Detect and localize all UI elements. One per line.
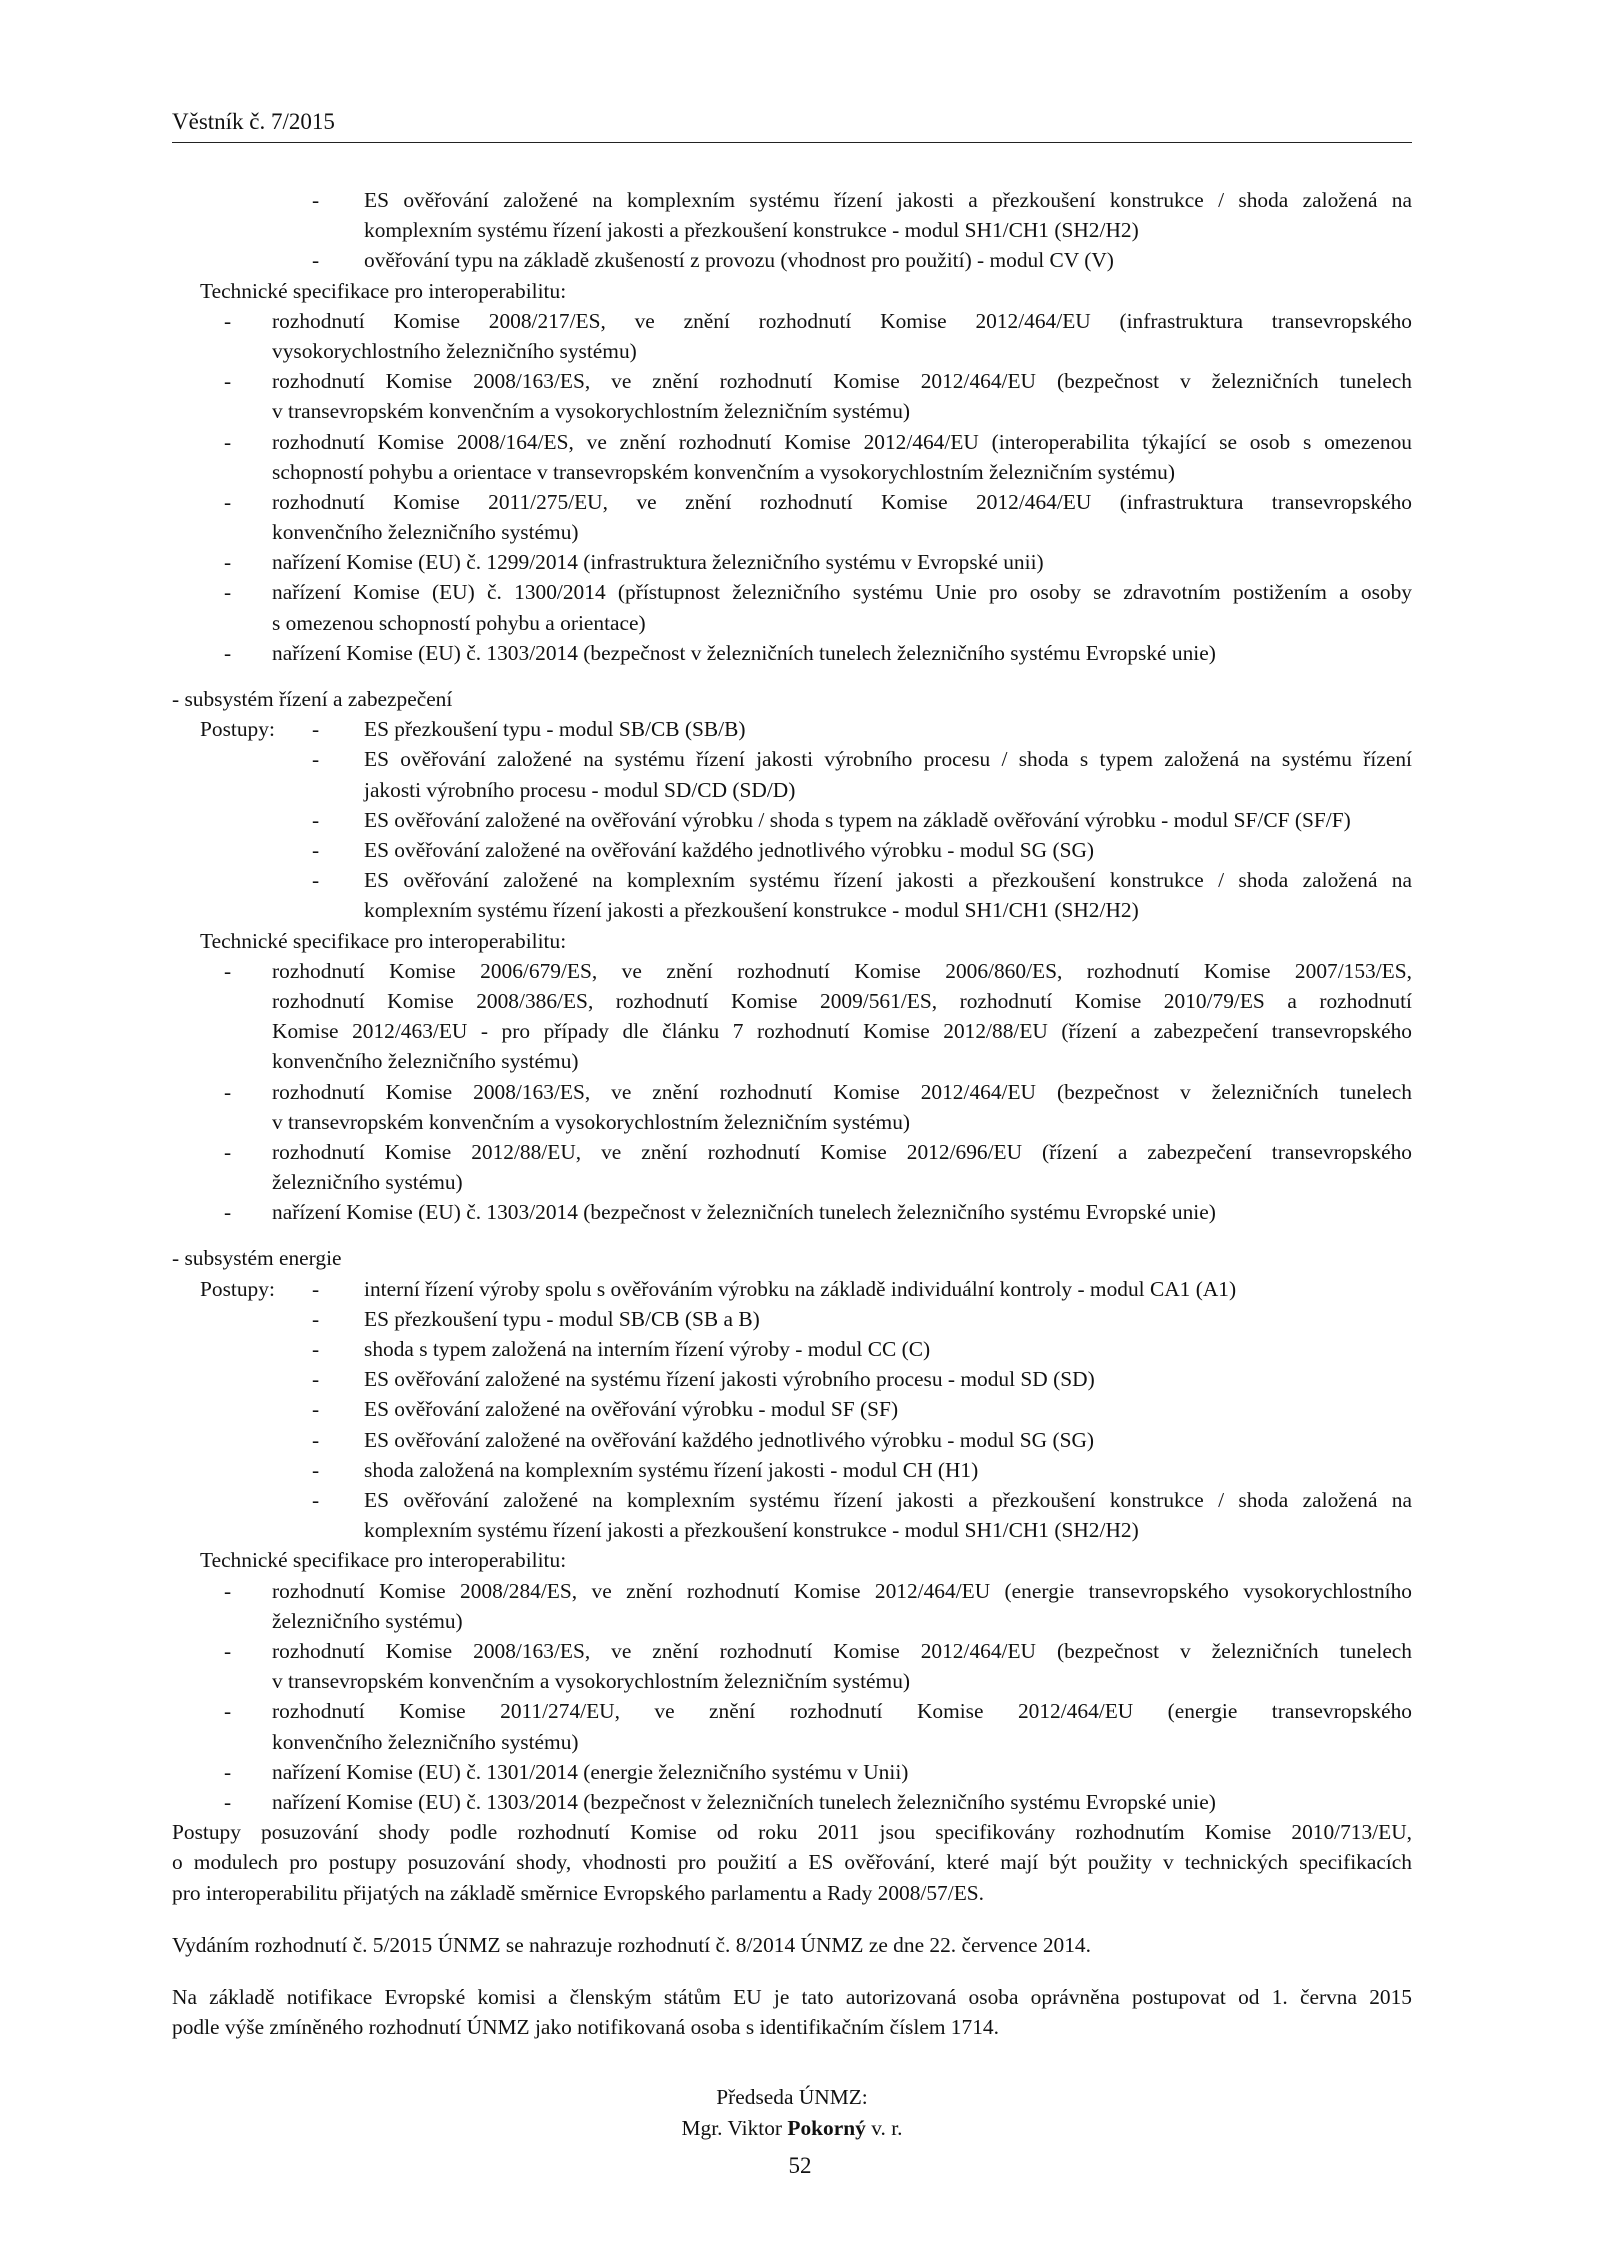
list-item-line: rozhodnutí Komise 2008/163/ES, ve znění rozhodnutí Komise 2012/464/EU (bezpečnost v železničních tunelech: [272, 1639, 1412, 1664]
procedure-item: [172, 1485, 1412, 1545]
list-item-line: konvenčního železničního systému): [272, 1049, 579, 1074]
list-item: [172, 956, 1412, 1077]
bullet-dash: -: [224, 1789, 232, 1814]
procedures-label: [172, 805, 312, 835]
subsystem-energy-tsi-heading: Technické specifikace pro interoperabilitu:: [200, 1548, 567, 1573]
list-item-line: nařízení Komise (EU) č. 1301/2014 (energie železničního systému v Unii): [272, 1759, 909, 1784]
procedure-item: [172, 835, 1412, 865]
list-item-line: železničního systému): [272, 1608, 463, 1633]
signature-role: Předseda ÚNMZ:: [716, 2085, 868, 2110]
procedure-line: ES ověřování založené na systému řízení jakosti výrobního procesu / shoda s typem založená na systému řízení: [364, 747, 1412, 772]
list-item: [172, 638, 1412, 668]
list-item-line: rozhodnutí Komise 2011/274/EU, ve znění rozhodnutí Komise 2012/464/EU (energie transevropského: [272, 1699, 1412, 1724]
procedures-label: [172, 865, 312, 925]
procedure-item: [172, 865, 1412, 925]
procedure-line: jakosti výrobního procesu - modul SD/CD (SD/D): [364, 777, 796, 802]
procedures-label: [172, 744, 312, 804]
procedures-label: [172, 1364, 312, 1394]
list-item: [172, 1696, 1412, 1756]
bullet-dash: -: [312, 838, 320, 863]
procedures-label: [172, 1425, 312, 1455]
procedures-label: [172, 1485, 312, 1545]
list-item-line: rozhodnutí Komise 2008/164/ES, ve znění rozhodnutí Komise 2012/464/EU (interoperabilita týkající se osob s omezenou: [272, 429, 1412, 454]
list-item: [172, 547, 1412, 577]
bullet-dash: -: [312, 717, 320, 742]
bullet-dash: -: [224, 958, 232, 983]
list-item: [172, 487, 1412, 547]
procedure-line: shoda založená na komplexním systému řízení jakosti - modul CH (H1): [364, 1457, 979, 1482]
procedures-label: [172, 185, 312, 245]
procedure-line: komplexním systému řízení jakosti a přezkoušení konstrukce - modul SH1/CH1 (SH2/H2): [364, 1518, 1139, 1543]
list-item-line: rozhodnutí Komise 2012/88/EU, ve znění rozhodnutí Komise 2012/696/EU (řízení a zabezpečení transevropského: [272, 1139, 1412, 1164]
list-item-line: rozhodnutí Komise 2008/284/ES, ve znění rozhodnutí Komise 2012/464/EU (energie transevropského vysokorychlostního: [272, 1578, 1412, 1603]
procedures-label: Postupy:: [200, 717, 275, 742]
procedures-label: Postupy:: [200, 1276, 275, 1301]
procedures-label: [172, 1455, 312, 1485]
list-item: [172, 306, 1412, 366]
procedure-line: shoda s typem založená na interním řízení výroby - modul CC (C): [364, 1337, 931, 1362]
bullet-dash: -: [224, 308, 232, 333]
subsystem-energy-title: - subsystém energie: [172, 1246, 342, 1271]
bullet-dash: -: [312, 1427, 320, 1452]
bullet-dash: -: [224, 1639, 232, 1664]
procedure-line: ES přezkoušení typu - modul SB/CB (SB a B): [364, 1306, 760, 1331]
list-item-line: rozhodnutí Komise 2008/386/ES, rozhodnutí Komise 2009/561/ES, rozhodnutí Komise 2010/79/ES a rozhodnutí: [272, 988, 1412, 1013]
bullet-dash: -: [224, 1079, 232, 1104]
procedure-line: ES ověřování založené na komplexním systému řízení jakosti a přezkoušení konstrukce / shoda založená na: [364, 188, 1412, 212]
procedure-item: [172, 185, 1412, 245]
closing-paragraph-replacement: Vydáním rozhodnutí č. 5/2015 ÚNMZ se nahrazuje rozhodnutí č. 8/2014 ÚNMZ ze dne 22. července 2014.: [172, 1932, 1091, 1957]
procedure-line: ověřování typu na základě zkušeností z provozu (vhodnost pro použití) - modul CV (V): [364, 248, 1114, 273]
list-item: [172, 1197, 1412, 1227]
procedure-item: [172, 1304, 1412, 1334]
list-item-line: konvenčního železničního systému): [272, 520, 579, 545]
closing-paragraph-modules: [172, 1817, 1412, 1908]
procedures-label: [172, 1394, 312, 1424]
procedure-item: [172, 744, 1412, 804]
list-item-line: nařízení Komise (EU) č. 1303/2014 (bezpečnost v železničních tunelech železničního systému Evropské unie): [272, 1789, 1216, 1814]
bullet-dash: -: [224, 1578, 232, 1603]
procedure-line: ES ověřování založené na ověřování výrobku - modul SF (SF): [364, 1397, 899, 1422]
list-item-line: v transevropském konvenčním a vysokorychlostním železničním systému): [272, 1109, 911, 1134]
procedure-item: [172, 714, 1412, 744]
subsystem-control-title: - subsystém řízení a zabezpečení: [172, 687, 453, 712]
subsystem-energy-procedures: [172, 1274, 1412, 1546]
bullet-dash: -: [312, 868, 320, 893]
procedure-item: [172, 1394, 1412, 1424]
list-item: [172, 366, 1412, 426]
tsi-heading: Technické specifikace pro interoperabilitu:: [200, 278, 567, 303]
procedures-label: [172, 1334, 312, 1364]
procedures-label: [172, 245, 312, 275]
procedure-line: ES ověřování založené na komplexním systému řízení jakosti a přezkoušení konstrukce / shoda založená na: [364, 868, 1412, 893]
subsystem-control-procedures: [172, 714, 1412, 925]
bullet-dash: -: [312, 1397, 320, 1422]
procedures-label: [172, 1304, 312, 1334]
list-item-line: konvenčního železničního systému): [272, 1729, 579, 1754]
subsystem-control-tsi-list: [172, 956, 1412, 1228]
list-item: [172, 427, 1412, 487]
bullet-dash: -: [312, 807, 320, 832]
procedure-line: komplexním systému řízení jakosti a přezkoušení konstrukce - modul SH1/CH1 (SH2/H2): [364, 218, 1139, 243]
procedure-item: [172, 1455, 1412, 1485]
bullet-dash: -: [312, 1337, 320, 1362]
procedure-line: ES ověřování založené na systému řízení jakosti výrobního procesu - modul SD (SD): [364, 1367, 1095, 1392]
paragraph-line: pro interoperabilitu přijatých na základě směrnice Evropského parlamentu a Rady 2008/57/ES.: [172, 1880, 984, 1905]
procedure-line: ES ověřování založené na ověřování výrobku / shoda s typem na základě ověřování výrobku - modul SF/CF (SF/F): [364, 807, 1351, 832]
page-number: 52: [788, 2153, 812, 2178]
procedure-line: interní řízení výroby spolu s ověřováním výrobku na základě individuální kontroly - modul CA1 (A1): [364, 1276, 1237, 1301]
bullet-dash: -: [312, 248, 320, 273]
procedure-item: [172, 1425, 1412, 1455]
list-item-line: nařízení Komise (EU) č. 1299/2014 (infrastruktura železničního systému v Evropské unii): [272, 550, 1044, 575]
list-item: [172, 1137, 1412, 1197]
list-item: [172, 577, 1412, 637]
bullet-dash: -: [312, 1276, 320, 1301]
list-item-line: nařízení Komise (EU) č. 1303/2014 (bezpečnost v železničních tunelech železničního systému Evropské unie): [272, 640, 1216, 665]
list-item: [172, 1787, 1412, 1817]
list-item: [172, 1757, 1412, 1787]
bullet-dash: -: [224, 489, 232, 514]
list-item-line: schopností pohybu a orientace v transevropském konvenčním a vysokorychlostním železničním systému): [272, 459, 1175, 484]
procedure-line: komplexním systému řízení jakosti a přezkoušení konstrukce - modul SH1/CH1 (SH2/H2): [364, 898, 1139, 923]
bullet-dash: -: [224, 640, 232, 665]
signature-name: Mgr. Viktor Pokorný v. r.: [681, 2115, 903, 2140]
procedure-line: ES přezkoušení typu - modul SB/CB (SB/B): [364, 717, 746, 742]
procedure-line: ES ověřování založené na komplexním systému řízení jakosti a přezkoušení konstrukce / shoda založená na: [364, 1488, 1412, 1513]
procedure-item: [172, 1364, 1412, 1394]
tsi-list: [172, 306, 1412, 668]
list-item: [172, 1576, 1412, 1636]
bullet-dash: -: [224, 580, 232, 605]
bullet-dash: -: [312, 1457, 320, 1482]
list-item-line: železničního systému): [272, 1170, 463, 1195]
bullet-dash: -: [312, 747, 320, 772]
bullet-dash: -: [224, 429, 232, 454]
document-body: [172, 185, 1412, 2143]
bullet-dash: -: [312, 1488, 320, 1513]
bullet-dash: -: [224, 1139, 232, 1164]
list-item-line: v transevropském konvenčním a vysokorychlostním železničním systému): [272, 399, 911, 424]
list-item-line: rozhodnutí Komise 2008/217/ES, ve znění rozhodnutí Komise 2012/464/EU (infrastruktura transevropského: [272, 308, 1412, 333]
list-item-line: rozhodnutí Komise 2011/275/EU, ve znění rozhodnutí Komise 2012/464/EU (infrastruktura transevropského: [272, 489, 1412, 514]
procedure-line: ES ověřování založené na ověřování každého jednotlivého výrobku - modul SG (SG): [364, 838, 1095, 863]
list-item-line: v transevropském konvenčním a vysokorychlostním železničním systému): [272, 1669, 911, 1694]
paragraph-line: Postupy posuzování shody podle rozhodnutí Komise od roku 2011 jsou specifikovány rozhodnutím Komise 2010/713/EU,: [172, 1820, 1412, 1845]
list-item-line: nařízení Komise (EU) č. 1303/2014 (bezpečnost v železničních tunelech železničního systému Evropské unie): [272, 1200, 1216, 1225]
bullet-dash: -: [312, 1367, 320, 1392]
bullet-dash: -: [312, 1306, 320, 1331]
list-item-line: Komise 2012/463/EU - pro případy dle článku 7 rozhodnutí Komise 2012/88/EU (řízení a zabezpečení transevropského: [272, 1019, 1412, 1044]
page-header: Věstník č. 7/2015: [172, 108, 1412, 143]
procedure-item: [172, 805, 1412, 835]
top-procedure-list: [172, 185, 1412, 276]
list-item-line: rozhodnutí Komise 2008/163/ES, ve znění rozhodnutí Komise 2012/464/EU (bezpečnost v železničních tunelech: [272, 1079, 1412, 1104]
subsystem-energy-tsi-list: [172, 1576, 1412, 1818]
list-item: [172, 1636, 1412, 1696]
paragraph-line: o modulech pro postupy posuzování shody, vhodnosti pro použití a ES ověřování, které mají být použity v technických specifikacích: [172, 1850, 1412, 1875]
bullet-dash: -: [224, 1200, 232, 1225]
procedure-line: ES ověřování založené na ověřování každého jednotlivého výrobku - modul SG (SG): [364, 1427, 1095, 1452]
list-item-line: rozhodnutí Komise 2006/679/ES, ve znění rozhodnutí Komise 2006/860/ES, rozhodnutí Komise 2007/153/ES,: [272, 958, 1412, 983]
list-item-line: vysokorychlostního železničního systému): [272, 338, 637, 363]
bullet-dash: -: [224, 1759, 232, 1784]
procedures-label: [172, 835, 312, 865]
bullet-dash: -: [312, 188, 320, 212]
bullet-dash: -: [224, 550, 232, 575]
procedure-item: [172, 1274, 1412, 1304]
subsystem-control-tsi-heading: Technické specifikace pro interoperabilitu:: [200, 928, 567, 953]
closing-paragraph-notification: [172, 1982, 1412, 2042]
paragraph-line: podle výše zmíněného rozhodnutí ÚNMZ jako notifikovaná osoba s identifikačním číslem 1714.: [172, 2015, 999, 2040]
procedure-item: [172, 245, 1412, 275]
list-item-line: s omezenou schopností pohybu a orientace): [272, 610, 646, 635]
bullet-dash: -: [224, 369, 232, 394]
paragraph-line: Na základě notifikace Evropské komisi a členským státům EU je tato autorizovaná osoba oprávněna postupovat od 1. června 2015: [172, 1984, 1412, 2009]
list-item: [172, 1077, 1412, 1137]
list-item-line: nařízení Komise (EU) č. 1300/2014 (přístupnost železničního systému Unie pro osoby se zdravotním postižením a osoby: [272, 580, 1412, 605]
procedure-item: [172, 1334, 1412, 1364]
bullet-dash: -: [224, 1699, 232, 1724]
list-item-line: rozhodnutí Komise 2008/163/ES, ve znění rozhodnutí Komise 2012/464/EU (bezpečnost v železničních tunelech: [272, 369, 1412, 394]
